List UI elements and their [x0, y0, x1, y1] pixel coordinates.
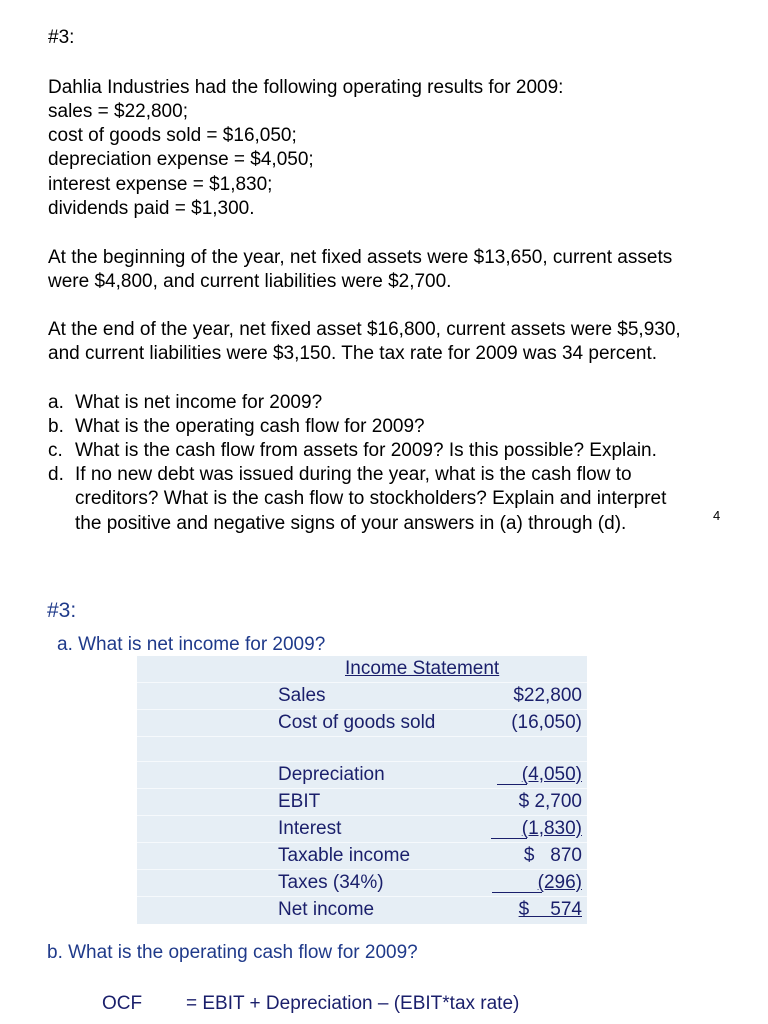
- question-text: the positive and negative signs of your answers in (a) through (d).: [75, 513, 627, 534]
- statement-row: [137, 788, 587, 815]
- row-label: Interest: [278, 818, 342, 839]
- row-amount: $ 574: [518, 899, 582, 920]
- row-label: Net income: [278, 899, 375, 920]
- ocf-formula: = EBIT + Depreciation – (EBIT*tax rate): [186, 993, 520, 1014]
- question-text: What is the cash flow from assets for 2009? Is this possible? Explain.: [75, 440, 657, 461]
- statement-row: [137, 682, 587, 709]
- row-amount: $ 870: [523, 845, 582, 866]
- row-amount: (16,050): [511, 712, 582, 733]
- row-label: Taxable income: [278, 845, 411, 866]
- statement-row: [137, 709, 587, 736]
- result-line: depreciation expense = $4,050;: [48, 149, 314, 170]
- question-marker: a.: [48, 392, 64, 413]
- question-marker: d.: [48, 464, 64, 485]
- page-number: 4: [713, 508, 721, 523]
- row-label: Sales: [278, 685, 326, 706]
- ocf-label: OCF: [102, 993, 143, 1014]
- row-label: EBIT: [278, 791, 321, 812]
- row-label: Depreciation: [278, 764, 385, 785]
- question-text: If no new debt was issued during the year, what is the cash flow to: [75, 464, 632, 485]
- row-amount: (4,050): [521, 764, 582, 785]
- result-line: sales = $22,800;: [48, 101, 188, 122]
- income-statement: [137, 656, 587, 924]
- row-label: Taxes (34%): [278, 872, 384, 893]
- result-line: interest expense = $1,830;: [48, 174, 273, 195]
- rule: [492, 892, 542, 893]
- row-amount: $ 2,700: [518, 791, 582, 812]
- row-amount: $22,800: [513, 685, 582, 706]
- problem-heading: #3:: [48, 27, 75, 48]
- paragraph-end-line: and current liabilities were $3,150. The tax rate for 2009 was 34 percent.: [48, 343, 658, 364]
- rule: [491, 838, 527, 839]
- problem-intro: Dahlia Industries had the following operating results for 2009:: [48, 77, 564, 98]
- statement-row: [137, 842, 587, 869]
- statement-row: [137, 896, 587, 923]
- question-text: What is the operating cash flow for 2009?: [75, 416, 425, 437]
- question-a: a. What is net income for 2009?: [57, 634, 326, 655]
- question-text: What is net income for 2009?: [75, 392, 323, 413]
- question-b: b. What is the operating cash flow for 2009?: [47, 942, 418, 963]
- row-amount: (296): [537, 872, 582, 893]
- paragraph-begin-line: At the beginning of the year, net fixed assets were $13,650, current assets: [48, 247, 673, 268]
- question-marker: c.: [48, 440, 63, 461]
- statement-title: Income Statement: [345, 658, 500, 679]
- row-label: Cost of goods sold: [278, 712, 436, 733]
- paragraph-begin-line: were $4,800, and current liabilities were $2,700.: [48, 271, 452, 292]
- question-marker: b.: [48, 416, 64, 437]
- statement-row-empty: [137, 736, 587, 763]
- rule: [497, 784, 527, 785]
- result-line: dividends paid = $1,300.: [48, 198, 255, 219]
- solution-heading: #3:: [47, 599, 77, 622]
- result-line: cost of goods sold = $16,050;: [48, 125, 297, 146]
- paragraph-end-line: At the end of the year, net fixed asset $16,800, current assets were $5,930,: [48, 319, 681, 340]
- question-text: creditors? What is the cash flow to stockholders? Explain and interpret: [75, 488, 667, 509]
- row-amount: (1,830): [521, 818, 582, 839]
